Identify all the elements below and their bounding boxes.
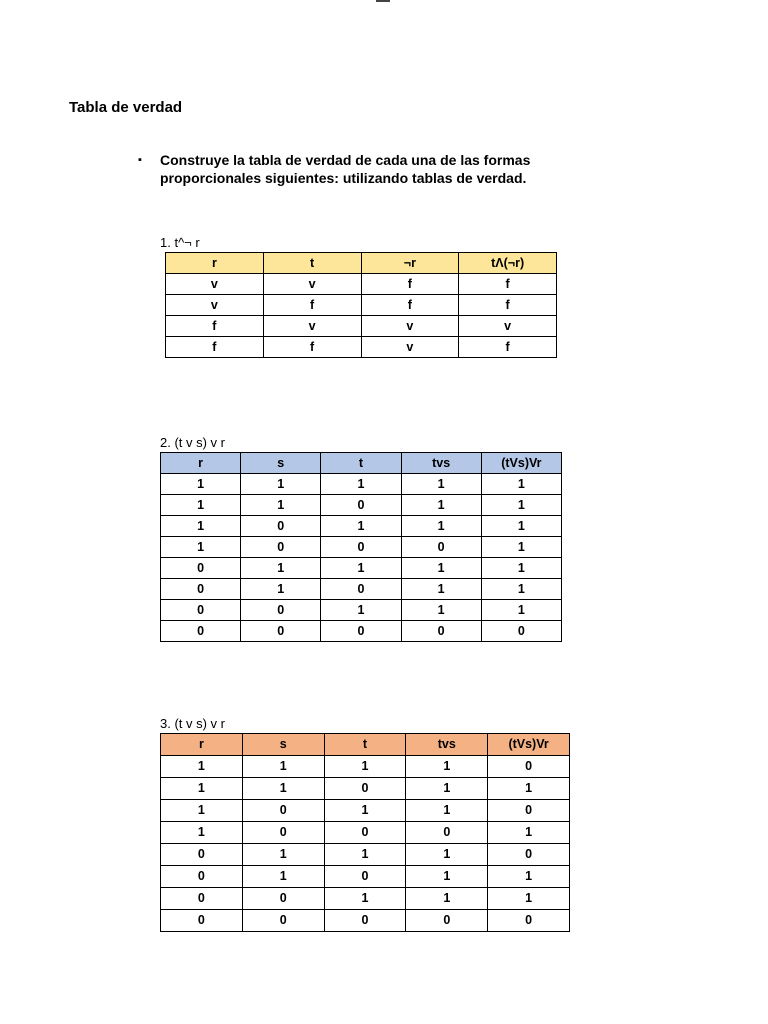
column-header: s (242, 734, 324, 756)
table-cell: 0 (321, 621, 401, 642)
table-cell: 0 (241, 621, 321, 642)
table-cell: 1 (321, 600, 401, 621)
table-cell: 1 (406, 888, 488, 910)
table-cell: 0 (324, 910, 406, 932)
table-3-caption: 3. (t v s) v r (160, 716, 225, 731)
table-header-row (161, 453, 562, 474)
table-cell: 1 (161, 800, 243, 822)
instruction-text: Construye la tabla de verdad de cada una de las formas proporcionales siguientes: utilizando tablas de verdad. (160, 152, 531, 186)
table-cell: 1 (406, 800, 488, 822)
table-row (166, 295, 557, 316)
table-cell: 1 (321, 474, 401, 495)
table-cell: 0 (488, 910, 570, 932)
table-row (166, 316, 557, 337)
table-row (161, 866, 570, 888)
table-row (161, 516, 562, 537)
table-cell: 1 (401, 558, 481, 579)
table-cell: f (263, 295, 361, 316)
table-cell: 0 (488, 800, 570, 822)
table-cell: 0 (321, 495, 401, 516)
table-cell: 1 (242, 778, 324, 800)
table-cell: v (263, 274, 361, 295)
table-cell: 1 (481, 537, 561, 558)
table-cell: 1 (481, 474, 561, 495)
table-cell: 0 (242, 888, 324, 910)
table-cell: 0 (321, 537, 401, 558)
table-row (161, 778, 570, 800)
table-cell: 0 (161, 866, 243, 888)
table-cell: f (361, 274, 459, 295)
table-cell: 0 (481, 621, 561, 642)
table-cell: 1 (488, 822, 570, 844)
truth-table-1 (165, 252, 557, 358)
table-cell: 1 (324, 800, 406, 822)
table-cell: 0 (406, 822, 488, 844)
table-cell: 1 (481, 579, 561, 600)
table-cell: 0 (324, 778, 406, 800)
table-cell: f (459, 295, 557, 316)
table-cell: 0 (401, 537, 481, 558)
table-cell: 0 (406, 910, 488, 932)
table-cell: v (166, 274, 264, 295)
table-cell: f (361, 295, 459, 316)
column-header: tvs (401, 453, 481, 474)
table-cell: 1 (241, 579, 321, 600)
table-cell: 0 (488, 844, 570, 866)
table-cell: 1 (401, 495, 481, 516)
table-cell: 1 (321, 516, 401, 537)
table-cell: v (263, 316, 361, 337)
column-header: tvs (406, 734, 488, 756)
table-cell: f (166, 316, 264, 337)
table-cell: 0 (161, 888, 243, 910)
table-cell: v (361, 337, 459, 358)
table-cell: 1 (242, 844, 324, 866)
table-2-caption: 2. (t v s) v r (160, 435, 225, 450)
table-cell: 0 (161, 558, 241, 579)
table-row (161, 558, 562, 579)
table-row (161, 600, 562, 621)
truth-table-3 (160, 733, 570, 932)
table-cell: 1 (241, 558, 321, 579)
table-row (161, 800, 570, 822)
table-row (161, 621, 562, 642)
table-cell: 1 (242, 866, 324, 888)
table-row (161, 537, 562, 558)
table-cell: 1 (401, 600, 481, 621)
table-row (161, 844, 570, 866)
table-cell: v (166, 295, 264, 316)
table-cell: v (361, 316, 459, 337)
table-row (161, 888, 570, 910)
table-cell: 1 (241, 474, 321, 495)
table-cell: 0 (241, 600, 321, 621)
table-row (161, 910, 570, 932)
table-cell: 0 (161, 621, 241, 642)
table-cell: 0 (324, 866, 406, 888)
column-header: tΛ(¬r) (459, 253, 557, 274)
table-cell: 1 (161, 822, 243, 844)
table-cell: 1 (406, 844, 488, 866)
column-header: (tVs)Vr (488, 734, 570, 756)
table-cell: 1 (406, 866, 488, 888)
table-cell: 1 (488, 888, 570, 910)
table-cell: 1 (401, 474, 481, 495)
table-cell: 0 (401, 621, 481, 642)
table-row (161, 579, 562, 600)
table-cell: 1 (488, 778, 570, 800)
table-row (161, 495, 562, 516)
table-cell: 0 (161, 600, 241, 621)
table-cell: 0 (321, 579, 401, 600)
table-cell: f (459, 274, 557, 295)
column-header: s (241, 453, 321, 474)
table-cell: 1 (161, 537, 241, 558)
table-cell: 1 (241, 495, 321, 516)
table-cell: 1 (406, 778, 488, 800)
table-cell: 1 (161, 495, 241, 516)
table-cell: 0 (242, 822, 324, 844)
table-row (161, 822, 570, 844)
table-cell: 1 (242, 756, 324, 778)
table-row (166, 274, 557, 295)
table-cell: 1 (401, 579, 481, 600)
table-row (161, 756, 570, 778)
table-cell: 0 (241, 516, 321, 537)
table-cell: 1 (481, 495, 561, 516)
table-cell: f (263, 337, 361, 358)
table-cell: 1 (321, 558, 401, 579)
table-header-row (161, 734, 570, 756)
column-header: t (321, 453, 401, 474)
table-cell: 0 (241, 537, 321, 558)
table-cell: 1 (406, 756, 488, 778)
column-header: t (263, 253, 361, 274)
table-cell: 0 (161, 844, 243, 866)
table-cell: 0 (161, 910, 243, 932)
table-cell: 1 (481, 558, 561, 579)
table-cell: 0 (242, 800, 324, 822)
table-cell: 0 (324, 822, 406, 844)
table-cell: 1 (161, 778, 243, 800)
column-header: ¬r (361, 253, 459, 274)
table-cell: f (166, 337, 264, 358)
table-cell: 1 (161, 756, 243, 778)
table-cell: 0 (488, 756, 570, 778)
table-cell: 1 (481, 600, 561, 621)
column-header: r (161, 453, 241, 474)
column-header: r (161, 734, 243, 756)
bullet-marker: ▪ (138, 154, 142, 166)
table-cell: v (459, 316, 557, 337)
table-cell: 1 (161, 474, 241, 495)
table-cell: 1 (488, 866, 570, 888)
column-header: r (166, 253, 264, 274)
table-1-caption: 1. t^¬ r (160, 235, 200, 250)
table-header-row (166, 253, 557, 274)
table-cell: 1 (161, 516, 241, 537)
page-top-mark (376, 0, 390, 2)
table-cell: 0 (242, 910, 324, 932)
table-cell: 0 (161, 579, 241, 600)
document-title: Tabla de verdad (69, 99, 183, 116)
table-cell: 1 (401, 516, 481, 537)
table-cell: 1 (324, 844, 406, 866)
table-cell: 1 (481, 516, 561, 537)
column-header: t (324, 734, 406, 756)
table-row (166, 337, 557, 358)
table-cell: 1 (324, 756, 406, 778)
table-row (161, 474, 562, 495)
table-cell: f (459, 337, 557, 358)
column-header: (tVs)Vr (481, 453, 561, 474)
truth-table-2 (160, 452, 562, 642)
table-cell: 1 (324, 888, 406, 910)
